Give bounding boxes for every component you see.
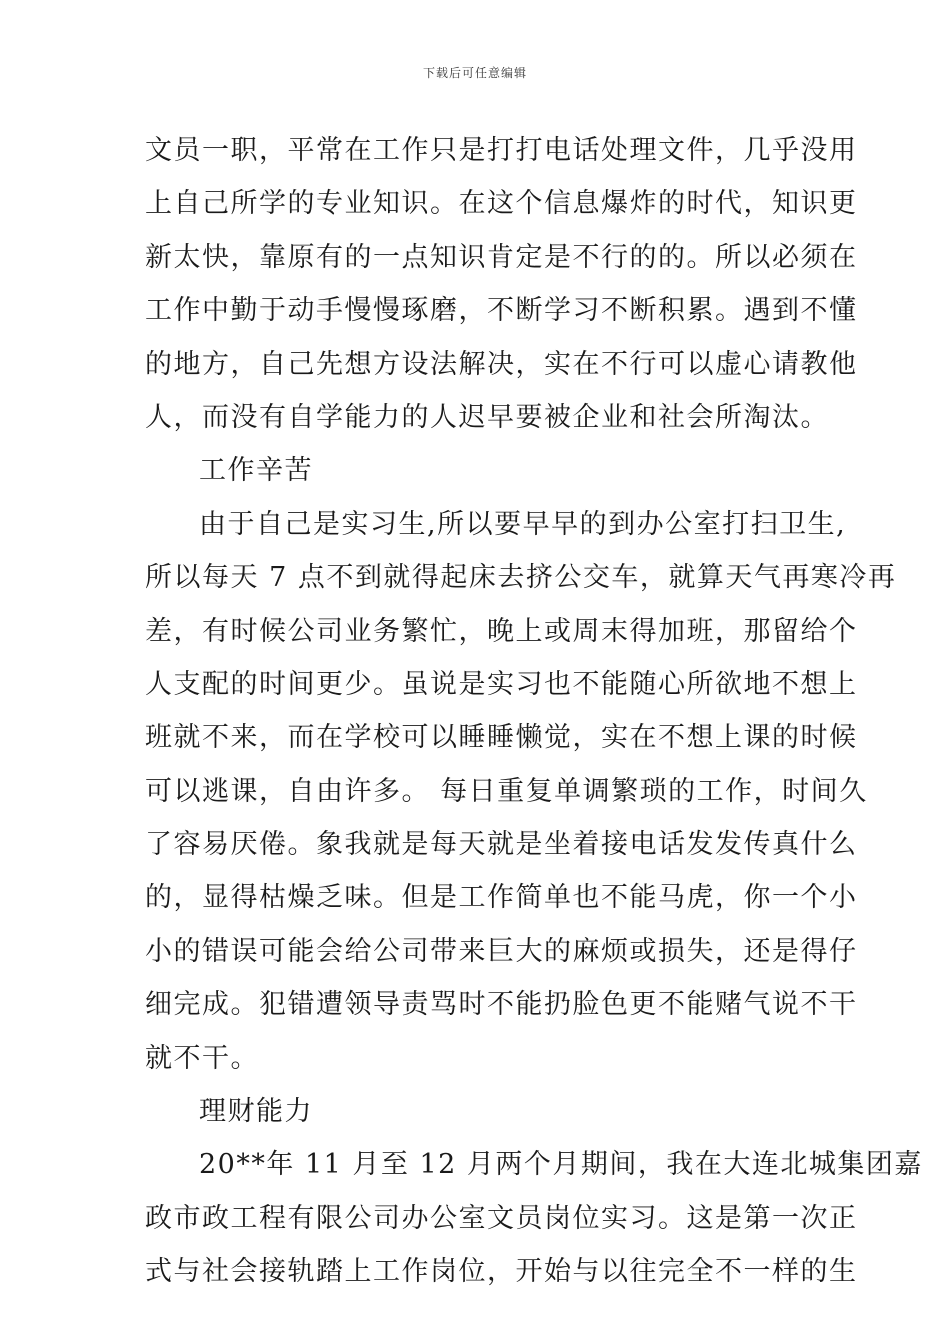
text-line: 细完成。犯错遭领导责骂时不能扔脸色更不能赌气说不干: [145, 989, 858, 1021]
text-line: 政市政工程有限公司办公室文员岗位实习。这是第一次正: [145, 1202, 858, 1234]
text-line: 式与社会接轨踏上工作岗位，开始与以往完全不一样的生: [145, 1256, 858, 1288]
text-line: 班就不来，而在学校可以睡睡懒觉，实在不想上课的时候: [145, 722, 858, 754]
text-line: 上自己所学的专业知识。在这个信息爆炸的时代，知识更: [145, 188, 858, 220]
text-line: 所以每天 7 点不到就得起床去挤公交车，就算天气再寒冷再: [145, 562, 897, 594]
document-body: [145, 124, 923, 1299]
text-line: 的地方，自己先想方设法解决，实在不行可以虚心请教他: [145, 348, 858, 380]
text-line: 差，有时候公司业务繁忙，晚上或周末得加班，那留给个: [145, 615, 858, 647]
section-heading-financial-ability: 理财能力: [199, 1096, 313, 1128]
text-line: 可以逃课，自由许多。 每日重复单调繁琐的工作，时间久: [145, 775, 868, 807]
text-line: 工作中勤于动手慢慢琢磨，不断学习不断积累。遇到不懂: [145, 295, 858, 327]
text-line: 小的错误可能会给公司带来巨大的麻烦或损失，还是得仔: [145, 935, 858, 967]
text-line: 文员一职，平常在工作只是打打电话处理文件，几乎没用: [145, 135, 858, 166]
section-heading-work-hardship: 工作辛苦: [199, 455, 313, 487]
text-line: 20**年 11 月至 12 月两个月期间，我在大连北城集团嘉: [199, 1149, 923, 1181]
text-line: 就不干。: [145, 1042, 259, 1074]
text-line: 了容易厌倦。象我就是每天就是坐着接电话发发传真什么: [145, 829, 858, 861]
page-header: 下载后可任意编辑: [422, 66, 527, 80]
text-line: 新太快，靠原有的一点知识肯定是不行的的。所以必须在: [145, 241, 858, 273]
text-line: 由于自己是实习生,所以要早早的到办公室打扫卫生,: [199, 508, 847, 540]
text-line: 人，而没有自学能力的人迟早要被企业和社会所淘汰。: [145, 401, 829, 433]
text-line: 的，显得枯燥乏味。但是工作简单也不能马虎，你一个小: [145, 882, 858, 914]
text-line: 人支配的时间更少。虽说是实习也不能随心所欲地不想上: [145, 668, 858, 700]
